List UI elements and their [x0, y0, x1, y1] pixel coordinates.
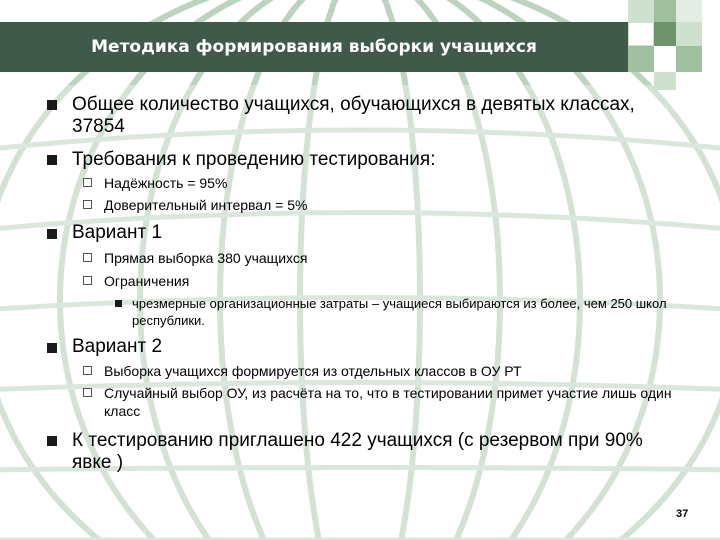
list-item: Общее количество учащихся, обучающихся в девятых классах, 37854 — [72, 94, 635, 137]
bullet-hollow-square-icon — [83, 276, 92, 285]
bullet-hollow-square-icon — [83, 200, 92, 209]
list-item: Доверительный интервал = 5% — [104, 197, 308, 213]
list-item: Прямая выборка 380 учащихся — [104, 250, 308, 266]
bullet-square-icon — [47, 343, 57, 353]
bullet-small-square-icon — [115, 300, 122, 307]
list-item: чрезмерные организационные затраты – учащиеся выбираются из более, чем 250 школ республики. — [132, 296, 667, 328]
list-item: Случайный выбор ОУ, из расчёта на то, что в тестировании примет участие лишь один класс — [104, 385, 672, 419]
bullet-square-icon — [47, 100, 57, 110]
bullet-hollow-square-icon — [83, 178, 92, 187]
list-item: Надёжность = 95% — [104, 175, 228, 191]
page-number: 37 — [676, 508, 689, 520]
bullet-hollow-square-icon — [83, 388, 92, 397]
bullet-hollow-square-icon — [83, 366, 92, 375]
list-item: К тестированию приглашено 422 учащихся (с резервом при 90% явке ) — [72, 430, 643, 473]
list-item: Вариант 1 — [72, 222, 163, 243]
slide-title: Методика формирования выборки учащихся — [91, 37, 537, 57]
bullet-square-icon — [47, 436, 57, 446]
list-item: Требования к проведению тестирования: — [72, 149, 436, 170]
list-item: Выборка учащихся формируется из отдельных классов в ОУ РТ — [104, 363, 522, 379]
list-item: Ограничения — [104, 273, 190, 289]
bullet-hollow-square-icon — [83, 253, 92, 262]
bullet-square-icon — [47, 155, 57, 165]
bullet-square-icon — [47, 229, 57, 239]
list-item: Вариант 2 — [72, 336, 163, 357]
